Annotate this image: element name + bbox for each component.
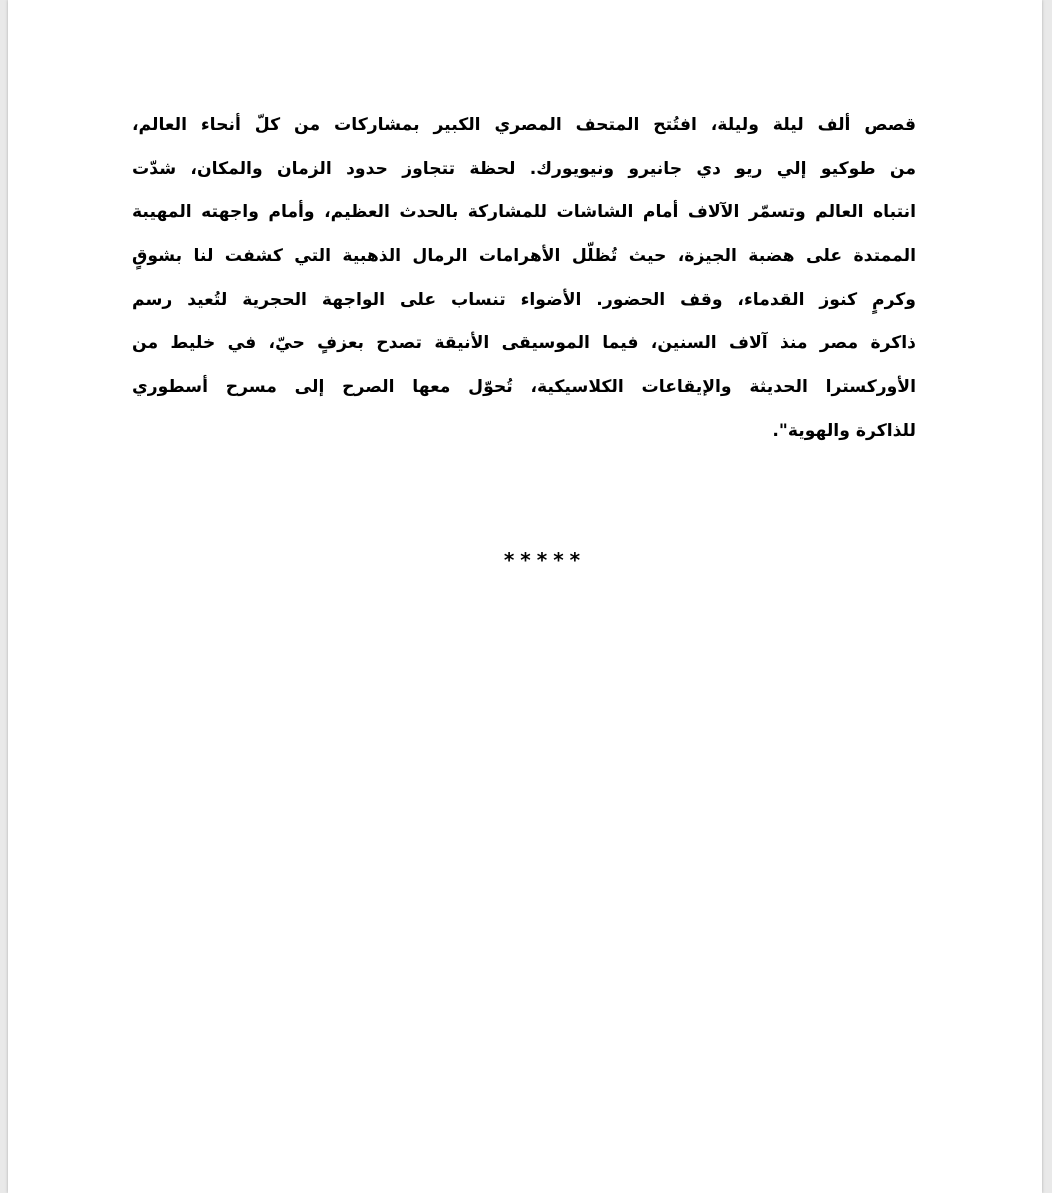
paragraph-line-6: ذاكرة مصر منذ آلاف السنين، فيما الموسيقى الأنيقة تصدح بعزفٍ حيّ، في خليط من [132,333,916,354]
section-separator: ***** [503,548,587,572]
body-paragraph [132,104,916,454]
paragraph-line-7: الأوركسترا الحديثة والإيقاعات الكلاسيكية، تُحوّل معها الصرح إلى مسرح أسطوري [132,377,916,398]
paragraph-line-2: من طوكيو إلي ريو دي جانيرو ونيويورك. لحظة تتجاوز حدود الزمان والمكان، شدّت [132,158,916,179]
paragraph-line-1: قصص ألف ليلة وليلة، افتُتح المتحف المصري الكبير بمشاركات من كلّ أنحاء العالم، [132,115,916,135]
document-page [8,0,1042,1193]
paragraph-line-8: للذاكرة والهوية". [772,420,916,441]
paragraph-line-4: الممتدة على هضبة الجيزة، حيث تُظلّل الأهرامات الرمال الذهبية التي كشفت لنا بشوقٍ [132,246,916,267]
paragraph-line-3: انتباه العالم وتسمّر الآلاف أمام الشاشات للمشاركة بالحدث العظيم، وأمام واجهته المهيبة [132,202,916,223]
paragraph-line-5: وكرمٍ كنوز القدماء، وقف الحضور. الأضواء تنساب على الواجهة الحجرية لتُعيد رسم [132,289,916,310]
